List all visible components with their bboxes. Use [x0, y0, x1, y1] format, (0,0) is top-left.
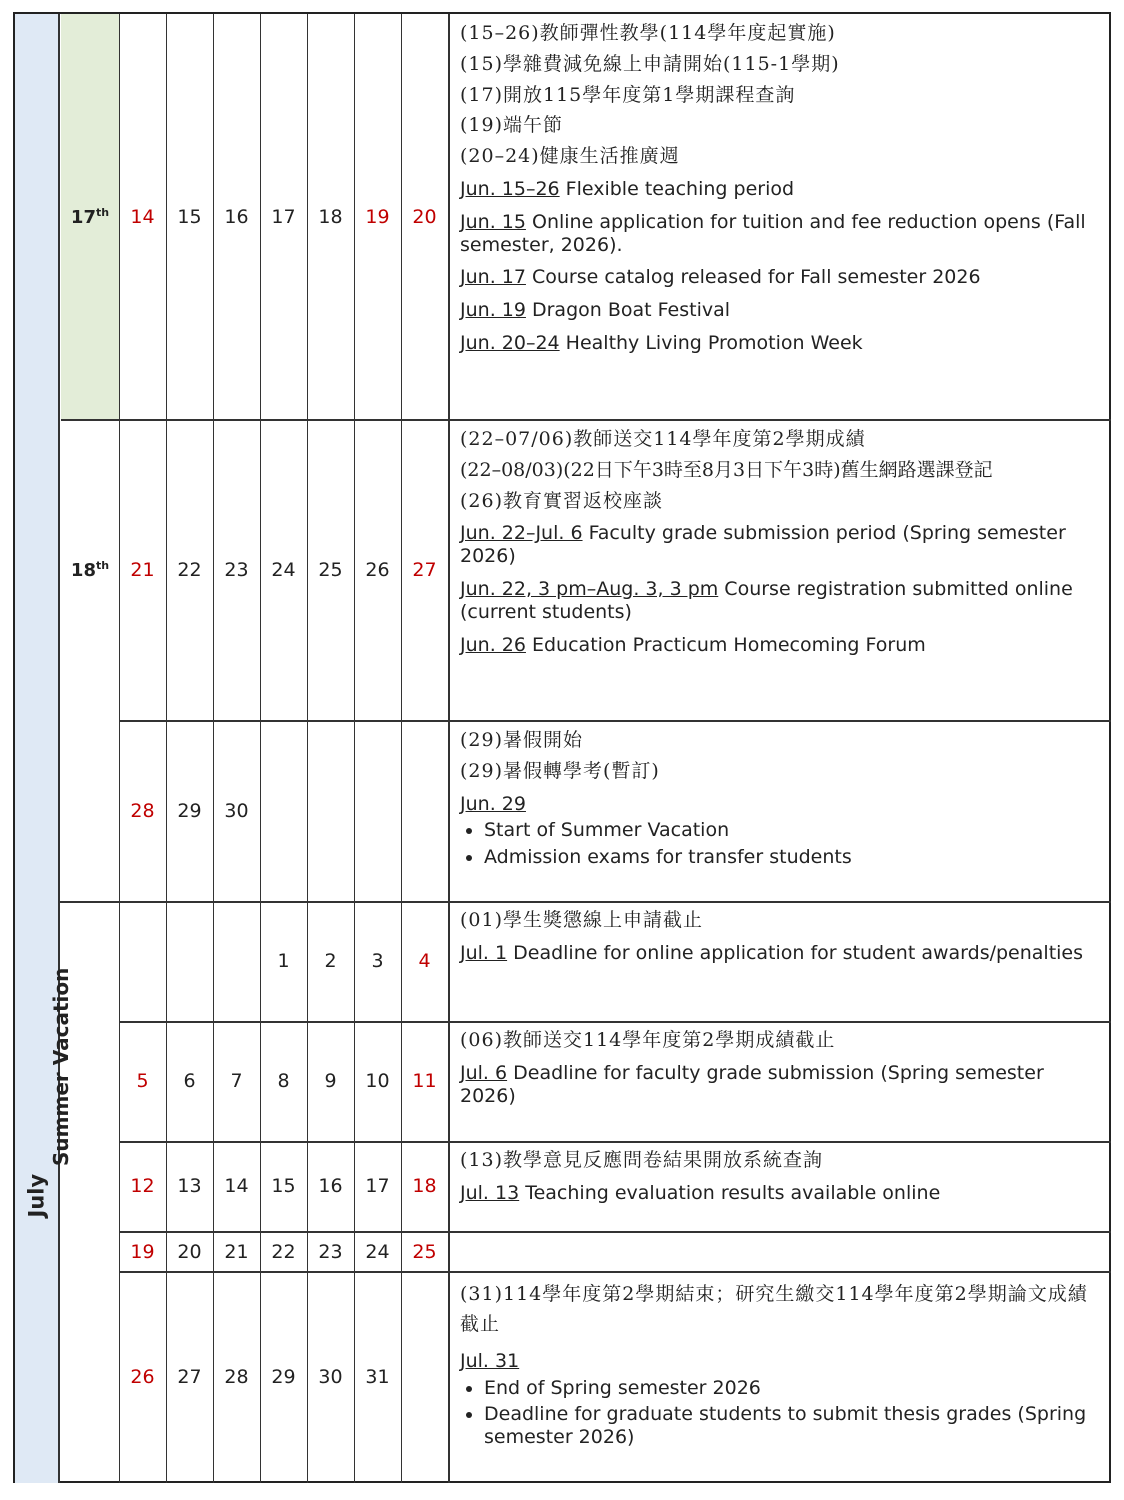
- day-cell: 18: [318, 206, 343, 228]
- events-week-21: [460, 1029, 1100, 1117]
- event-zh: (26)教育實習返校座談: [460, 489, 664, 512]
- day-cell: 17: [365, 1175, 390, 1197]
- day-cell: 22: [271, 1241, 296, 1263]
- day-cell: 6: [183, 1070, 196, 1092]
- day-cell: 23: [224, 559, 249, 581]
- divider: [119, 1271, 1111, 1273]
- event-en: Jun. 22, 3 pm–Aug. 3, 3 pm Course registration submitted online (current students): [460, 577, 1073, 623]
- day-cell: 28: [224, 1366, 249, 1388]
- event-en: Jun. 26 Education Practicum Homecoming Forum: [460, 633, 926, 656]
- month-column-june: [15, 14, 58, 902]
- divider: [119, 1141, 1111, 1143]
- event-en: Jun. 15 Online application for tuition and fee reduction opens (Fall semester, 2026).: [460, 210, 1086, 256]
- divider: [448, 14, 450, 1483]
- event-en: Jun. 15–26 Flexible teaching period: [460, 177, 795, 200]
- day-cell: 29: [177, 800, 202, 822]
- events-week-18: [460, 428, 1100, 666]
- event-en: Jun. 22–Jul. 6 Faculty grade submission period (Spring semester 2026): [460, 522, 1066, 568]
- events-week-24: [460, 1279, 1100, 1453]
- day-cell: 3: [371, 950, 384, 972]
- day-cell: 20: [412, 206, 437, 228]
- day-cell: 25: [412, 1241, 437, 1263]
- events-week-19: [460, 729, 1100, 873]
- divider: [119, 1231, 1111, 1233]
- day-cell: 16: [318, 1175, 343, 1197]
- day-cell: 10: [365, 1070, 390, 1092]
- day-cell: 24: [365, 1241, 390, 1263]
- day-cell: 29: [271, 1366, 296, 1388]
- day-cell: 26: [130, 1366, 155, 1388]
- day-cell: 13: [177, 1175, 202, 1197]
- day-cell: 9: [324, 1070, 337, 1092]
- events-week-20: [460, 909, 1100, 975]
- event-bullet: • Deadline for graduate students to submit thesis grades (Spring semester 2026): [484, 1403, 1100, 1449]
- event-bullet: • Start of Summer Vacation: [484, 819, 1100, 842]
- event-en: Jun. 17 Course catalog released for Fall semester 2026: [460, 266, 981, 289]
- event-en: Jun. 19 Dragon Boat Festival: [460, 299, 731, 322]
- day-cell: 27: [177, 1366, 202, 1388]
- day-cell: 27: [412, 559, 437, 581]
- event-zh: (22–08/03)(22日下午3時至8月3日下午3時)舊生網路選課登記: [460, 458, 993, 481]
- day-cell: 11: [412, 1070, 437, 1092]
- day-cell: 18: [412, 1175, 437, 1197]
- event-zh: (13)教學意見反應問卷結果開放系統查詢: [460, 1149, 824, 1171]
- day-cell: 17: [271, 206, 296, 228]
- event-en: Jul. 13 Teaching evaluation results available online: [460, 1181, 941, 1204]
- day-cell: 23: [318, 1241, 343, 1263]
- event-zh: (29)暑假開始: [460, 729, 584, 751]
- divider: [119, 419, 1111, 421]
- day-cell: 5: [136, 1070, 149, 1092]
- day-cell: 20: [177, 1241, 202, 1263]
- day-cell: 16: [224, 206, 249, 228]
- day-cell: 2: [324, 950, 337, 972]
- event-zh: (06)教師送交114學年度第2學期成績截止: [460, 1029, 836, 1051]
- divider: [58, 901, 1111, 903]
- event-bullet: • End of Spring semester 2026: [484, 1377, 1100, 1400]
- day-cell: 14: [130, 206, 155, 228]
- event-en: Jul. 31: [460, 1349, 520, 1372]
- day-cell: 21: [224, 1241, 249, 1263]
- event-zh: (15–26)教師彈性教學(114學年度起實施): [460, 22, 836, 44]
- day-cell: 7: [230, 1070, 243, 1092]
- day-cell: 24: [271, 559, 296, 581]
- day-cell: 8: [277, 1070, 290, 1092]
- divider: [119, 1021, 1111, 1023]
- day-cell: 19: [365, 206, 390, 228]
- event-en: Jun. 20–24 Healthy Living Promotion Week: [460, 331, 863, 354]
- divider: [58, 14, 60, 1483]
- week-label-17: 17th: [70, 206, 110, 228]
- day-cell: 31: [365, 1366, 390, 1388]
- event-zh: (19)端午節: [460, 114, 564, 137]
- day-cell: 28: [130, 800, 155, 822]
- event-zh: (01)學生獎懲線上申請截止: [460, 909, 704, 931]
- week-label-18: 18th: [70, 559, 110, 581]
- event-zh: (22–07/06)教師送交114學年度第2學期成績: [460, 428, 866, 450]
- events-week-17: [460, 22, 1100, 365]
- calendar-table: [13, 12, 1111, 1483]
- day-cell: 30: [224, 800, 249, 822]
- day-cell: 30: [318, 1366, 343, 1388]
- event-zh: (31)114學年度第2學期結束；研究生繳交114學年度第2學期論文成績截止: [460, 1283, 1088, 1336]
- day-cell: 1: [277, 950, 290, 972]
- day-cell: 14: [224, 1175, 249, 1197]
- divider: [119, 720, 1111, 722]
- event-zh: (29)暑假轉學考(暫訂): [460, 759, 660, 782]
- day-cell: 15: [177, 206, 202, 228]
- day-cell: 26: [365, 559, 390, 581]
- divider: [61, 419, 119, 421]
- day-cell: 25: [318, 559, 343, 581]
- event-en: Jul. 1 Deadline for online application for student awards/penalties: [460, 941, 1084, 964]
- event-en: Jun. 29: [460, 792, 526, 815]
- day-cell: 19: [130, 1241, 155, 1263]
- summer-vacation-label: Summer Vacation: [49, 967, 73, 1166]
- event-bullet: • Admission exams for transfer students: [484, 846, 1100, 869]
- day-cell: 15: [271, 1175, 296, 1197]
- event-en: Jul. 6 Deadline for faculty grade submission (Spring semester 2026): [460, 1061, 1044, 1107]
- month-label-july: July: [24, 1173, 49, 1218]
- day-cell: 12: [130, 1175, 155, 1197]
- day-cell: 22: [177, 559, 202, 581]
- event-zh: (15)學雜費減免線上申請開始(115-1學期): [460, 52, 840, 75]
- day-cell: 4: [418, 950, 431, 972]
- event-zh: (17)開放115學年度第1學期課程查詢: [460, 83, 796, 106]
- day-cell: 21: [130, 559, 155, 581]
- events-week-22: [460, 1149, 1100, 1215]
- event-zh: (20–24)健康生活推廣週: [460, 145, 680, 168]
